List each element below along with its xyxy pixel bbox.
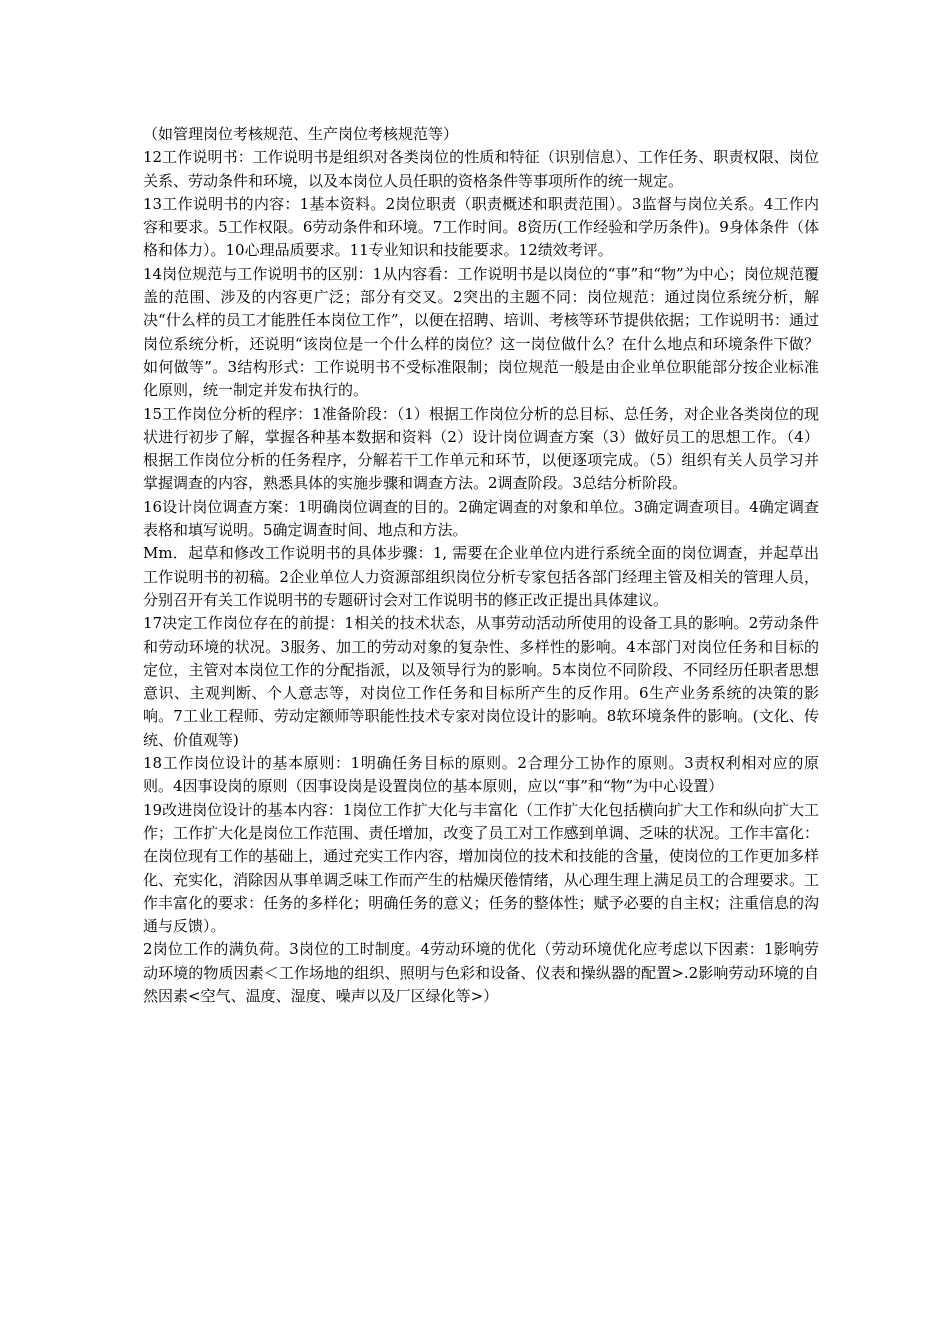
paragraph-12: 12工作说明书：工作说明书是组织对各类岗位的性质和特征（识别信息）、工作任务、职责权限、岗位关系、劳动条件和环境，以及本岗位人员任职的资格条件等事项所作的统一规定。 (143, 148, 819, 190)
paragraph-14: 14岗位规范与工作说明书的区别：1从内容看：工作说明书是以岗位的“事”和“物”为中心；岗位规范覆盖的范围、涉及的内容更广泛；部分有交叉。2突出的主题不同：岗位规范：通过岗位系统分析，解决“什么样的员工才能胜任本岗位工作”，以便在招聘、培训、考核等环节提供依据；工作说明书：通过岗位系统分析，还说明“该岗位是一个什么样的岗位？这一岗位做什么？在什么地点和环境条件下做？如何做等”。3结构形式：工作说明书不受标准限制；岗位规范一般是由企业单位职能部分按企业标准化原则，统一制定并发布执行的。 (143, 264, 819, 400)
document-body (143, 123, 819, 1008)
paragraph-13: 13工作说明书的内容：1基本资料。2岗位职责（职责概述和职责范围）。3监督与岗位关系。4工作内容和要求。5工作权限。6劳动条件和环境。7工作时间。8资历(工作经验和学历条件)。9身体条件（体格和体力）。10心理品质要求。11专业知识和技能要求。12绩效考评。 (143, 194, 819, 260)
paragraph-17: 17决定工作岗位存在的前提：1相关的技术状态，从事劳动活动所使用的设备工具的影响。2劳动条件和劳动环境的状况。3服务、加工的劳动对象的复杂性、多样性的影响。4本部门对岗位任务和目标的定位，主管对本岗位工作的分配指派，以及领导行为的影响。5本岗位不同阶段、不同经历任职者思想意识、主观判断、个人意志等，对岗位工作任务和目标所产生的反作用。6生产业务系统的决策的影响。7工业工程师、劳动定额师等职能性技术专家对岗位设计的影响。8软环境条件的影响。(文化、传统、价值观等) (143, 614, 819, 749)
paragraph-19: 19改进岗位设计的基本内容：1岗位工作扩大化与丰富化（工作扩大化包括横向扩大工作和纵向扩大工作；工作扩大化是岗位工作范围、责任增加，改变了员工对工作感到单调、乏味的状况。工作丰富化：在岗位现有工作的基础上，通过充实工作内容，增加岗位的技术和技能的含量，使岗位的工作更加多样化、充实化，消除因从事单调乏味工作而产生的枯燥厌倦情绪，从心理生理上满足员工的合理要求。工作丰富化的要求：任务的多样化；明确任务的意义；任务的整体性；赋予必要的自主权；注重信息的沟通与反馈）。 (143, 800, 819, 936)
paragraph-16: 16设计岗位调查方案：1明确岗位调查的目的。2确定调查的对象和单位。3确定调查项目。4确定调查表格和填写说明。5确定调查时间、地点和方法。 (143, 497, 819, 540)
paragraph-mm: Mm．起草和修改工作说明书的具体步骤：1, 需要在企业单位内进行系统全面的岗位调查，并起草出工作说明书的初稿。2企业单位人力资源部组织岗位分析专家包括各部门经理主管及相关的管理人员，分别召开有关工作说明书的专题研讨会对工作说明书的修正改正提出具体建议。 (143, 544, 819, 609)
paragraph-19-cont: 2岗位工作的满负荷。3岗位的工时制度。4劳动环境的优化（劳动环境优化应考虑以下因素：1影响劳动环境的物质因素＜工作场地的组织、照明与色彩和设备、仪表和操纵器的配置>.2影响劳动环境的自然因素<空气、温度、湿度、噪声以及厂区绿化等>） (143, 940, 819, 1005)
paragraph-18: 18工作岗位设计的基本原则：1明确任务目标的原则。2合理分工协作的原则。3责权利相对应的原则。4因事设岗的原则（因事设岗是设置岗位的基本原则，应以“事”和“物”为中心设置） (143, 754, 819, 796)
paragraph-15: 15工作岗位分析的程序：1准备阶段：（1）根据工作岗位分析的总目标、总任务，对企业各类岗位的现状进行初步了解，掌握各种基本数据和资料（2）设计岗位调查方案（3）做好员工的思想工作。（4）根据工作岗位分析的任务程序，分解若干工作单元和环节，以便逐项完成。（5）组织有关人员学习并掌握调查的内容，熟悉具体的实施步骤和调查方法。2调查阶段。3总结分析阶段。 (143, 404, 819, 493)
paragraph-intro: （如管理岗位考核规范、生产岗位考核规范等） (143, 125, 459, 143)
